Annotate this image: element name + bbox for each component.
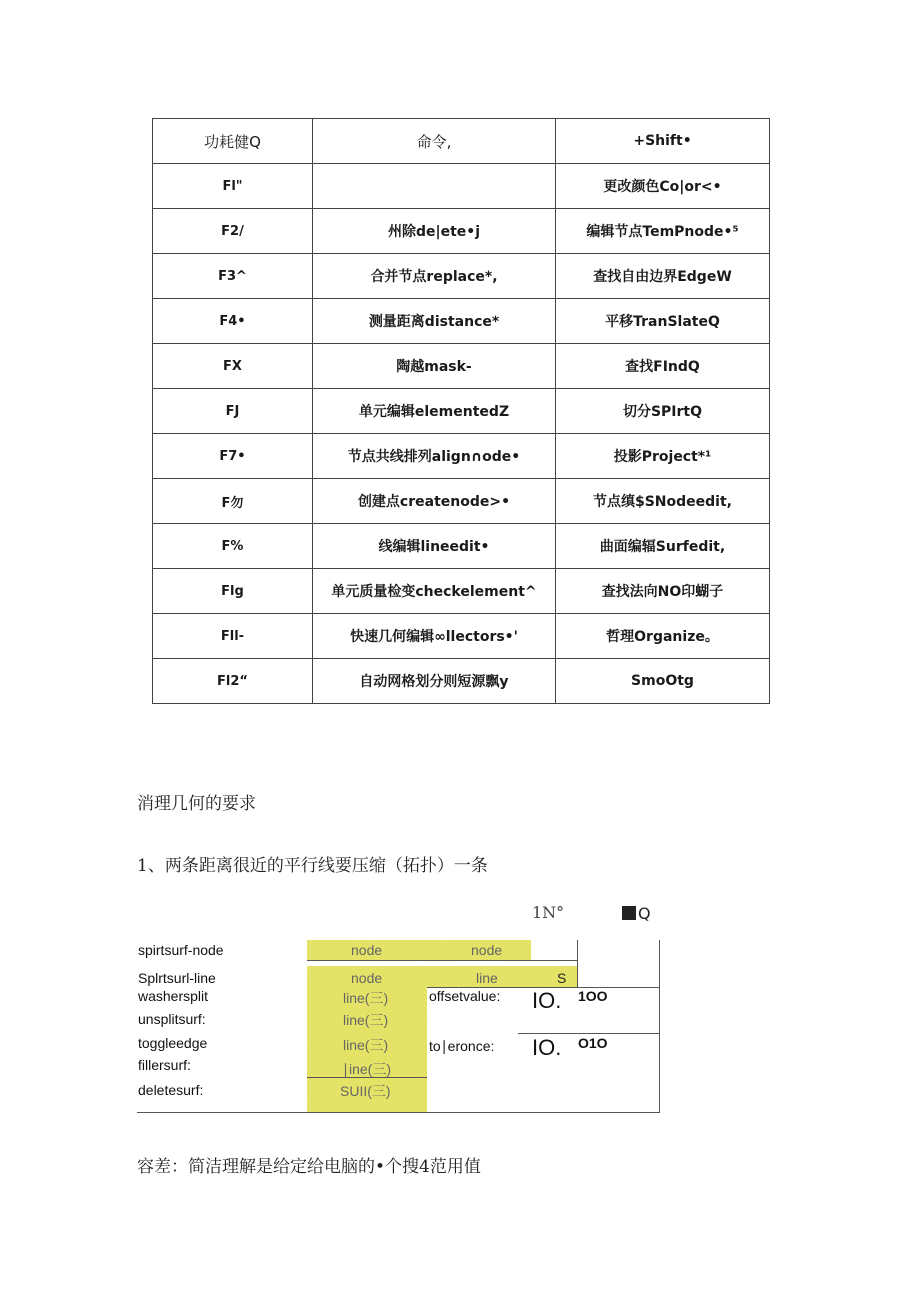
selector-node[interactable]: node: [471, 942, 503, 958]
table-row: [153, 344, 770, 389]
shift-command-cell: 更改颜色Co|or<•: [556, 164, 770, 209]
shift-command-cell: 平移TranSlateQ: [556, 299, 770, 344]
square-icon: [622, 906, 636, 920]
table-row: [153, 164, 770, 209]
shift-command-cell: 查找自由边界EdgeW: [556, 254, 770, 299]
table-row: [153, 479, 770, 524]
table-header-row: [153, 119, 770, 164]
selector-line[interactable]: line: [476, 970, 498, 986]
selector-line[interactable]: ∣ine(三): [342, 1061, 392, 1077]
table-row: [153, 524, 770, 569]
tolerance-label: to∣eronce:: [429, 1038, 495, 1054]
label-splitsurf-line[interactable]: Splrtsurl-line: [138, 970, 216, 986]
key-cell: Flg: [153, 569, 313, 614]
divider: [307, 960, 577, 961]
key-cell: F2/: [153, 209, 313, 254]
label-unsplitsurf[interactable]: unsplitsurf:: [138, 1011, 206, 1027]
panel-header-right: [622, 904, 651, 923]
command-cell: 陶越mask-: [313, 344, 556, 389]
table-row: [153, 569, 770, 614]
command-cell: [313, 164, 556, 209]
divider: [137, 1112, 660, 1113]
key-cell: F3^: [153, 254, 313, 299]
key-cell: FX: [153, 344, 313, 389]
command-cell: 合并节点replace*,: [313, 254, 556, 299]
shift-command-cell: 哲理Organize。: [556, 614, 770, 659]
header-shift: +Shift•: [556, 119, 770, 164]
shift-command-cell: 节点缜$SNodeedit,: [556, 479, 770, 524]
label-fillersurf[interactable]: fillersurf:: [138, 1057, 191, 1073]
label-washersplit[interactable]: washersplit: [138, 988, 209, 1004]
shift-command-cell: 切分SPIrtQ: [556, 389, 770, 434]
table-row: [153, 299, 770, 344]
table-row: [153, 254, 770, 299]
offset-value-number: 1OO: [578, 988, 608, 1004]
command-cell: 测量距离distance*: [313, 299, 556, 344]
selector-s[interactable]: S: [557, 970, 567, 986]
command-cell: 快速几何编辑∞llectors•': [313, 614, 556, 659]
selector-line[interactable]: line(三): [343, 1012, 389, 1028]
shift-command-cell: 查找法向NO印蝴子: [556, 569, 770, 614]
key-cell: Fll-: [153, 614, 313, 659]
selector-node[interactable]: node: [351, 970, 383, 986]
highlight-row2: [307, 966, 577, 987]
key-cell: F%: [153, 524, 313, 569]
shift-command-cell: 查找FIndQ: [556, 344, 770, 389]
key-cell: F7•: [153, 434, 313, 479]
command-cell: 单元编辑elementedZ: [313, 389, 556, 434]
offset-value-label: offsetvalue:: [429, 988, 501, 1004]
shift-command-cell: 投影Project*¹: [556, 434, 770, 479]
panel-header-left: 1N°: [532, 903, 565, 922]
shift-command-cell: 曲面编辐Surfedit,: [556, 524, 770, 569]
table-row: [153, 209, 770, 254]
tolerance-number: O1O: [578, 1035, 608, 1051]
divider: [659, 940, 660, 1113]
command-cell: 创建点createnode>•: [313, 479, 556, 524]
divider: [518, 1033, 660, 1034]
key-cell: FJ: [153, 389, 313, 434]
header-command: 命令,: [313, 119, 556, 164]
header-key: 功耗健Q: [153, 119, 313, 164]
tolerance-note: 容差：简洁理解是给定给电脑的•个搜4范用值: [137, 1157, 481, 1177]
selector-node[interactable]: node: [351, 942, 383, 958]
command-cell: 线编辑lineedit•: [313, 524, 556, 569]
label-deletesurf[interactable]: deletesurf:: [138, 1082, 204, 1098]
selector-line[interactable]: line(三): [343, 990, 389, 1006]
function-key-table: [152, 118, 770, 704]
selector-surf[interactable]: SUII(三): [340, 1083, 391, 1099]
key-cell: Fl2“: [153, 659, 313, 704]
panel-header-right-text: Q: [638, 904, 651, 923]
command-cell: 单元质量检变checkelement^: [313, 569, 556, 614]
selector-line[interactable]: line(三): [343, 1037, 389, 1053]
label-splitsurf-node[interactable]: spirtsurf-node: [138, 942, 224, 958]
requirement-1: 1、两条距离很近的平行线要压缩（拓扑）一条: [137, 856, 488, 876]
shift-command-cell: 编辑节点TemPnode•⁵: [556, 209, 770, 254]
label-toggleedge[interactable]: toggleedge: [138, 1035, 208, 1051]
command-cell: 自动网格划分则短源飘y: [313, 659, 556, 704]
command-cell: 州除de|ete•j: [313, 209, 556, 254]
offset-value-input[interactable]: IO.: [532, 988, 562, 1013]
section-heading: 消理几何的要求: [137, 794, 256, 814]
table-row: [153, 659, 770, 704]
key-cell: Fl": [153, 164, 313, 209]
divider: [577, 940, 578, 987]
table-row: [153, 389, 770, 434]
key-cell: F4•: [153, 299, 313, 344]
command-cell: 节点共线排列align∩ode•: [313, 434, 556, 479]
table-row: [153, 614, 770, 659]
key-cell: F勿: [153, 479, 313, 524]
tolerance-input[interactable]: IO.: [532, 1035, 562, 1060]
shift-command-cell: SmoOtg: [556, 659, 770, 704]
table-body: [153, 119, 770, 704]
table-row: [153, 434, 770, 479]
